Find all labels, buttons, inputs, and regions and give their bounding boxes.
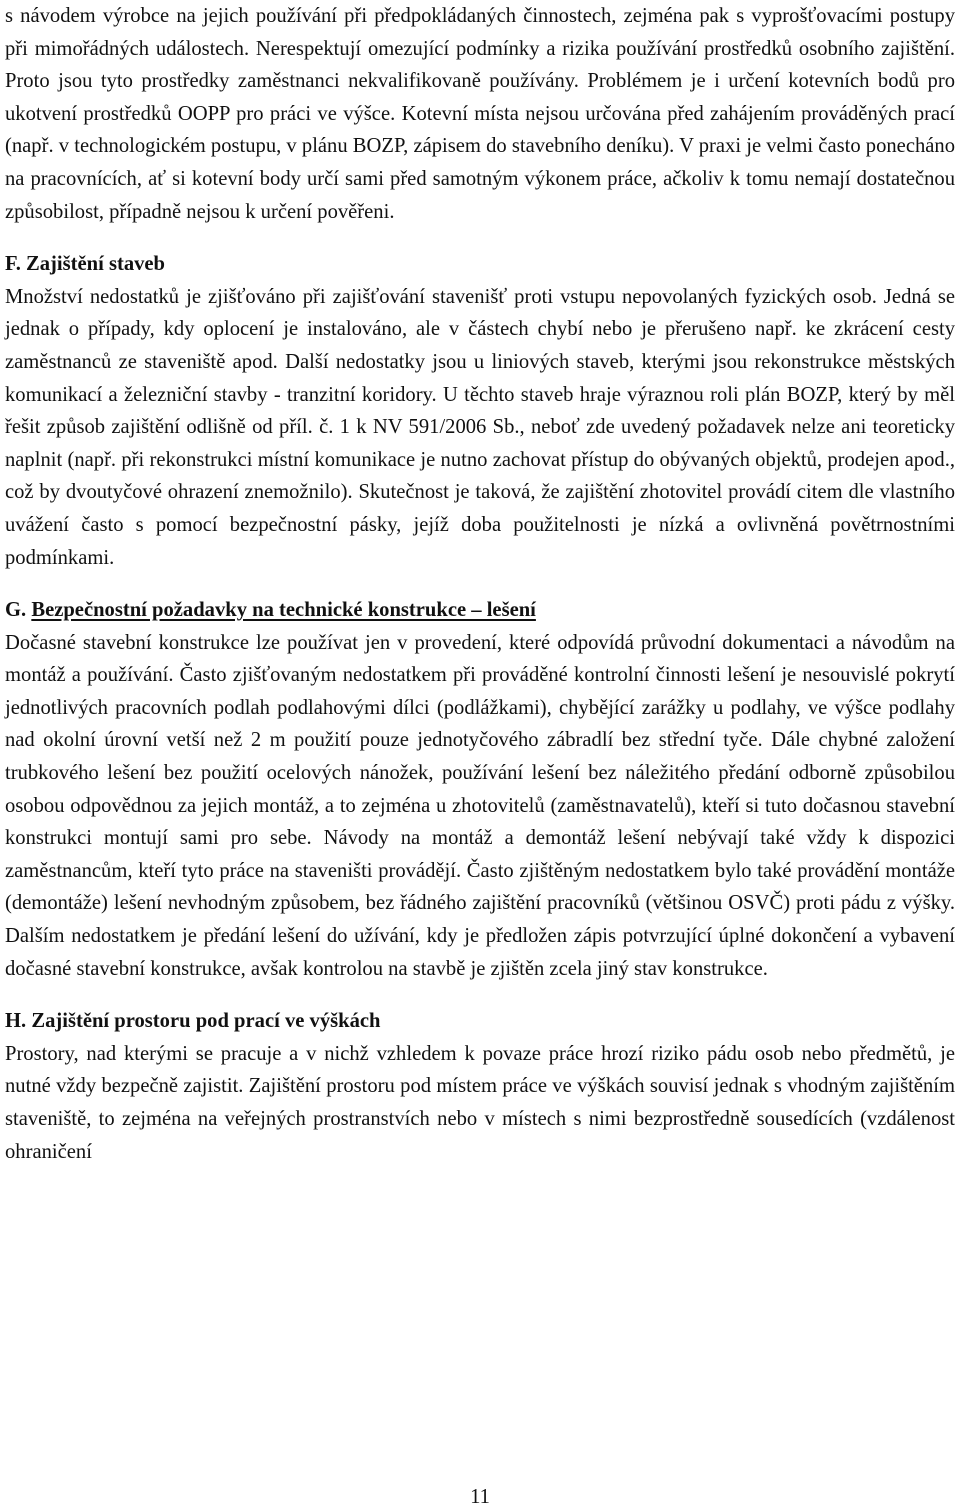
page-number: 11 bbox=[470, 1486, 490, 1508]
paragraph-section-g: Dočasné stavební konstrukce lze používat jen v provedení, které odpovídá průvodní dokumentaci a návodům na montáž a používání. Často zjišťovaným nedostatkem při prováděné kontrolní činnosti lešení je nesouvislé pokrytí jednotlivých pracovních podlah podlahovými dílci (podlážkami), chybějící zarážky u podlahy, ve výšce podlahy nad okolní úrovní vetší než 2 m použití pouze jednotyčového zábradlí bez střední tyče. Dále chybné založení trubkového lešení bez použití ocelových nánožek, používání lešení bez náležitého předání odborně způsobilou osobou odpovědnou za jejich montáž, a to zejména u zhotovitelů (zaměstnavatelů), kteří si tuto dočasnou stavební konstrukci montují sami pro sebe. Návody na montáž a demontáž lešení nebývají také vždy k dispozici zaměstnancům, kteří tyto práce na staveništi provádějí. Často zjištěným nedostatkem bylo také provádění montáže (demontáže) lešení nevhodným způsobem, bez řádného zajištění pracovníků (většinou OSVČ) proti pádu z výšky. Dalším nedostatkem je předání lešení do užívání, kdy je předložen zápis potvrzující úplné dokončení a vybavení dočasné stavební konstrukce, avšak kontrolou na stavbě je zjištěn zcela jiný stav konstrukce. bbox=[5, 631, 955, 980]
heading-letter: F. bbox=[5, 253, 21, 276]
heading-letter: G. bbox=[5, 599, 27, 622]
heading-text: Zajištění staveb bbox=[26, 253, 166, 276]
section-heading-f bbox=[5, 248, 955, 281]
heading-text: Zajištění prostoru pod prací ve výškách bbox=[31, 1010, 381, 1033]
paragraph-section-h: Prostory, nad kterými se pracuje a v nichž vzhledem k povaze práce hrozí riziko pádu osob nebo předmětů, je nutné vždy bezpečně zajistit. Zajištění prostoru pod místem práce ve výškách souvisí jednak s vhodným zajištěním staveniště, to zejména na veřejných prostranstvích nebo v místech s nimi bezprostředně sousedících (vzdálenost ohraničení bbox=[5, 1042, 955, 1163]
spacer bbox=[5, 574, 955, 594]
spacer bbox=[5, 985, 955, 1005]
paragraph-intro: s návodem výrobce na jejich používání při předpokládaných činnostech, zejména pak s vyprošťovacími postupy při mimořádných událostech. Nerespektují omezující podmínky a rizika používání prostředků osobního zajištění. Proto jsou tyto prostředky zaměstnanci nekvalifikovaně používány. Problémem je i určení kotevních bodů pro ukotvení prostředků OOPP pro práci ve výšce. Kotevní místa nejsou určována před zahájením prováděných prací (např. v technologickém postupu, v plánu BOZP, zápisem do stavebního deníku). V praxi je velmi často ponecháno na pracovnících, ať si kotevní body určí sami před samotným výkonem práce, ačkoliv k tomu nemají dostatečnou způsobilost, případně nejsou k určení pověřeni. bbox=[5, 5, 955, 223]
heading-text: Bezpečnostní požadavky na technické konstrukce – lešení bbox=[31, 599, 536, 622]
paragraph-section-f: Množství nedostatků je zjišťováno při zajišťování stavenišť proti vstupu nepovolaných fyzických osob. Jedná se jednak o případy, kdy oplocení je instalováno, ale v částech chybí nebo je přerušeno např. ke zkrácení cesty zaměstnanců ze staveniště apod. Další nedostatky jsou u liniových staveb, kterými jsou rekonstrukce městských komunikací a železniční stavby - tranzitní koridory. U těchto staveb hraje výraznou roli plán BOZP, který by měl řešit způsob zajištění odlišně od příl. č. 1 k NV 591/2006 Sb., neboť zde uvedený požadavek nelze ani teoreticky naplnit (např. při rekonstrukci místní komunikace je nutno zachovat přístup do obývaných objektů, prodejen apod., což by dvoutyčové ohrazení znemožnilo). Skutečnost je taková, že zajištění zhotovitel provádí citem dle vlastního uvážení často s pomocí bezpečnostní pásky, jejíž doba použitelnosti je nízká a ovlivněná povětrnostními podmínkami. bbox=[5, 285, 955, 569]
section-heading-g bbox=[5, 594, 955, 627]
document-page bbox=[5, 0, 955, 1168]
section-heading-h bbox=[5, 1005, 955, 1038]
spacer bbox=[5, 228, 955, 248]
heading-letter: H. bbox=[5, 1010, 27, 1033]
